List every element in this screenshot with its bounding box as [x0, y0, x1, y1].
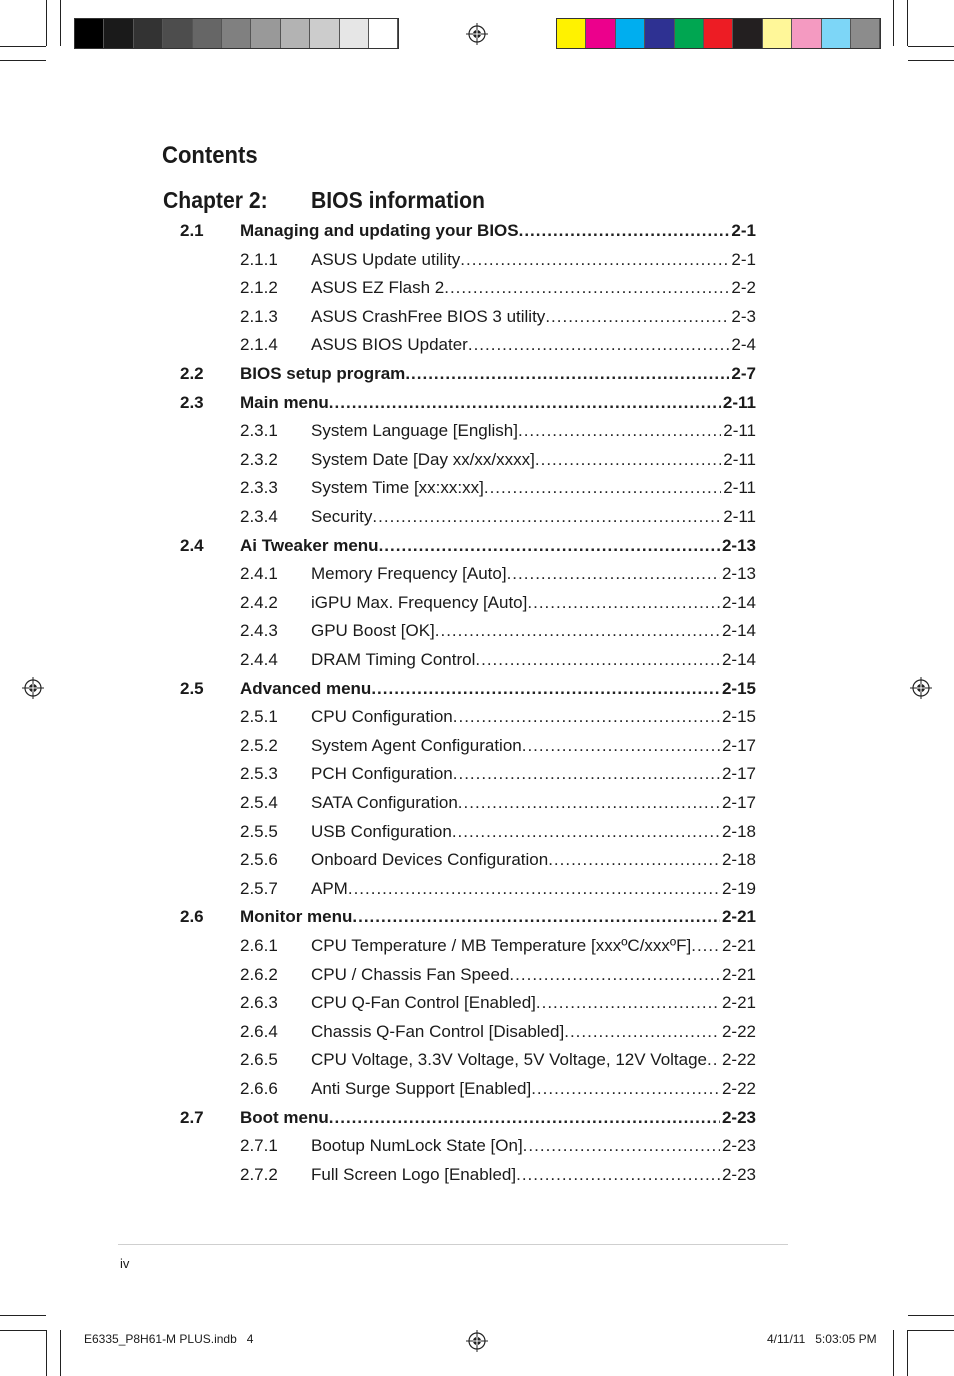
toc-leader-dots: [516, 1163, 720, 1187]
process-color-bar: [556, 18, 881, 49]
toc-number: 2.4: [180, 535, 204, 555]
toc-subsection-row[interactable]: [0, 705, 954, 729]
toc-page-number: 2-22: [721, 1050, 756, 1070]
toc-leader-dots: [507, 562, 720, 586]
toc-title: ASUS CrashFree BIOS 3 utility: [311, 306, 546, 326]
color-swatch: [822, 19, 851, 48]
toc-section-row[interactable]: [0, 905, 954, 929]
toc-page-number: 2-14: [721, 592, 756, 612]
color-swatch: [281, 19, 310, 48]
toc-number: 2.1: [180, 221, 204, 240]
toc-entry: [311, 1134, 756, 1158]
toc-entry: [311, 991, 756, 1015]
toc-subsection-row[interactable]: [0, 476, 954, 500]
toc-page-number: 2-15: [721, 678, 756, 698]
toc-number: 2.5.6: [240, 850, 278, 870]
toc-section-row[interactable]: [0, 677, 954, 701]
toc-subsection-row[interactable]: [0, 448, 954, 472]
toc-title: BIOS setup program: [240, 364, 406, 383]
toc-number: 2.3.3: [240, 478, 278, 498]
toc-entry: [311, 1048, 756, 1072]
toc-entry: [311, 820, 756, 844]
toc-title: Bootup NumLock State [On]: [311, 1136, 523, 1156]
toc-leader-dots: [468, 333, 730, 357]
toc-entry: [311, 1077, 756, 1101]
toc-page-number: 2-23: [721, 1164, 756, 1184]
toc-page-number: 2-17: [721, 764, 756, 784]
toc-leader-dots: [458, 791, 720, 815]
toc-entry: [240, 391, 756, 415]
color-swatch: [75, 19, 104, 48]
toc-page-number: 2-21: [721, 993, 756, 1013]
toc-page-number: 2-22: [721, 1021, 756, 1041]
toc-leader-dots: [691, 934, 720, 958]
toc-page-number: 2-3: [731, 306, 756, 326]
toc-number: 2.4.1: [240, 564, 278, 584]
toc-title: SATA Configuration: [311, 793, 458, 812]
toc-entry: [311, 734, 756, 758]
toc-page-number: 2-13: [721, 564, 756, 584]
toc-entry: [240, 905, 756, 929]
toc-number: 2.3.1: [240, 421, 278, 441]
toc-leader-dots: [329, 391, 721, 415]
footer-page-number: iv: [120, 1256, 130, 1271]
slug-file-name: E6335_P8H61-M PLUS.indb 4: [84, 1332, 254, 1346]
toc-entry: [311, 419, 756, 443]
toc-page-number: 2-11: [723, 478, 756, 498]
toc-entry: [311, 276, 756, 300]
toc-leader-dots: [329, 1106, 720, 1130]
toc-number: 2.1.1: [240, 249, 278, 269]
toc-subsection-row[interactable]: [0, 1163, 954, 1187]
toc-number: 2.7: [180, 1107, 204, 1127]
toc-title: System Date [Day xx/xx/xxxx]: [311, 449, 535, 469]
toc-title: Security: [311, 507, 373, 526]
toc-number: 2.4.3: [240, 621, 278, 641]
toc-entry: [311, 591, 756, 615]
toc-leader-dots: [535, 448, 721, 472]
toc-leader-dots: [379, 534, 720, 558]
toc-page-number: 2-7: [731, 364, 756, 383]
toc-leader-dots: [435, 619, 720, 643]
toc-number: 2.6.4: [240, 1021, 278, 1041]
toc-leader-dots: [519, 219, 730, 243]
toc-page-number: 2-21: [721, 907, 756, 927]
color-swatch: [193, 19, 222, 48]
toc-subsection-row[interactable]: [0, 791, 954, 815]
toc-page-number: 2-22: [721, 1079, 756, 1098]
toc-title: iGPU Max. Frequency [Auto]: [311, 592, 528, 612]
toc-page-number: 2-21: [721, 936, 756, 955]
toc-number: 2.4.4: [240, 650, 278, 669]
toc-entry: [240, 1106, 756, 1130]
toc-page-number: 2-11: [722, 392, 756, 412]
toc-page-number: 2-21: [721, 964, 756, 984]
toc-subsection-row[interactable]: [0, 248, 954, 272]
toc-entry: [311, 848, 756, 872]
toc-page-number: 2-14: [721, 621, 756, 641]
toc-title: GPU Boost [OK]: [311, 621, 435, 641]
toc-page-number: 2-2: [731, 278, 756, 298]
toc-entry: [311, 305, 756, 329]
toc-entry: [311, 248, 756, 272]
grayscale-color-bar: [74, 18, 399, 49]
toc-subsection-row[interactable]: [0, 762, 954, 786]
toc-leader-dots: [523, 1134, 720, 1158]
toc-entry: [240, 362, 756, 386]
toc-entry: [311, 333, 756, 357]
toc-leader-dots: [548, 848, 720, 872]
toc-number: 2.5.4: [240, 793, 278, 812]
toc-subsection-row[interactable]: [0, 991, 954, 1015]
toc-entry: [311, 648, 756, 672]
toc-section-row[interactable]: [0, 362, 954, 386]
toc-leader-dots: [444, 276, 729, 300]
toc-number: 2.5.2: [240, 735, 278, 755]
toc-subsection-row[interactable]: [0, 648, 954, 672]
toc-leader-dots: [518, 419, 721, 443]
page-title: Contents: [162, 142, 258, 169]
toc-entry: [240, 677, 756, 701]
toc-number: 2.1.4: [240, 335, 278, 355]
toc-title: ASUS BIOS Updater: [311, 335, 468, 355]
toc-leader-dots: [453, 762, 720, 786]
color-swatch: [616, 19, 645, 48]
toc-page-number: 2-18: [721, 821, 756, 841]
color-swatch: [704, 19, 733, 48]
toc-number: 2.6: [180, 907, 204, 927]
toc-title: CPU Temperature / MB Temperature [xxxºC/xxxºF]: [311, 936, 692, 955]
toc-number: 2.7.2: [240, 1164, 278, 1184]
toc-leader-dots: [460, 248, 729, 272]
toc-leader-dots: [453, 705, 720, 729]
toc-title: Anti Surge Support [Enabled]: [311, 1079, 532, 1098]
toc-section-row[interactable]: [0, 534, 954, 558]
toc-page-number: 2-11: [723, 421, 756, 441]
toc-leader-dots: [707, 1048, 720, 1072]
toc-subsection-row[interactable]: [0, 1077, 954, 1101]
toc-subsection-row[interactable]: [0, 276, 954, 300]
color-swatch: [645, 19, 674, 48]
toc-title: CPU Q-Fan Control [Enabled]: [311, 993, 536, 1013]
toc-title: Ai Tweaker menu: [240, 535, 379, 555]
toc-subsection-row[interactable]: [0, 734, 954, 758]
toc-entry: [311, 476, 756, 500]
toc-title: Boot menu: [240, 1107, 329, 1127]
toc-page-number: 2-11: [723, 449, 756, 469]
toc-leader-dots: [475, 648, 720, 672]
toc-section-row[interactable]: [0, 391, 954, 415]
toc-title: APM: [311, 878, 348, 898]
chapter-label: Chapter 2:: [163, 187, 268, 213]
toc-number: 2.6.1: [240, 936, 278, 955]
registration-mark-icon: [22, 677, 44, 699]
toc-entry: [240, 219, 756, 243]
toc-subsection-row[interactable]: [0, 619, 954, 643]
color-swatch: [586, 19, 615, 48]
toc-entry: [311, 877, 756, 901]
toc-title: Monitor menu: [240, 907, 353, 927]
color-swatch: [340, 19, 369, 48]
toc-entry: [311, 963, 756, 987]
toc-number: 2.2: [180, 364, 204, 383]
footer-rule: [118, 1244, 788, 1245]
toc-subsection-row[interactable]: [0, 505, 954, 529]
toc-subsection-row[interactable]: [0, 305, 954, 329]
color-swatch: [163, 19, 192, 48]
toc-page-number: 2-17: [721, 735, 756, 755]
toc-number: 2.6.5: [240, 1050, 278, 1070]
toc-number: 2.3.4: [240, 507, 278, 526]
toc-title: Advanced menu: [240, 678, 372, 698]
toc-subsection-row[interactable]: [0, 333, 954, 357]
toc-subsection-row[interactable]: [0, 877, 954, 901]
registration-mark-icon: [466, 1330, 488, 1352]
toc-leader-dots: [452, 820, 720, 844]
toc-page-number: 2-1: [731, 249, 756, 269]
toc-entry: [240, 534, 756, 558]
toc-title: Onboard Devices Configuration: [311, 850, 549, 870]
toc-number: 2.4.2: [240, 592, 278, 612]
toc-leader-dots: [352, 905, 720, 929]
toc-subsection-row[interactable]: [0, 419, 954, 443]
toc-title: System Time [xx:xx:xx]: [311, 478, 484, 498]
toc-section-row[interactable]: [0, 1106, 954, 1130]
toc-page-number: 2-15: [721, 707, 756, 727]
slug-timestamp: 4/11/11 5:03:05 PM: [767, 1332, 877, 1346]
toc-entry: [311, 505, 756, 529]
toc-number: 2.3: [180, 392, 204, 412]
toc-subsection-row[interactable]: [0, 820, 954, 844]
toc-number: 2.5.5: [240, 821, 278, 841]
toc-page-number: 2-11: [723, 507, 756, 526]
toc-title: CPU Voltage, 3.3V Voltage, 5V Voltage, 12V Voltage: [311, 1050, 708, 1070]
toc-number: 2.1.2: [240, 278, 278, 298]
color-swatch: [310, 19, 339, 48]
color-swatch: [792, 19, 821, 48]
toc-number: 2.3.2: [240, 449, 278, 469]
toc-entry: [311, 619, 756, 643]
toc-subsection-row[interactable]: [0, 1134, 954, 1158]
color-swatch: [104, 19, 133, 48]
toc-subsection-row[interactable]: [0, 934, 954, 958]
toc-page-number: 2-18: [721, 850, 756, 870]
color-swatch: [675, 19, 704, 48]
toc-number: 2.5: [180, 678, 204, 698]
color-swatch: [557, 19, 586, 48]
toc-number: 2.6.2: [240, 964, 278, 984]
color-swatch: [134, 19, 163, 48]
toc-number: 2.5.3: [240, 764, 278, 784]
toc-subsection-row[interactable]: [0, 963, 954, 987]
toc-entry: [311, 934, 756, 958]
toc-subsection-row[interactable]: [0, 562, 954, 586]
color-swatch: [222, 19, 251, 48]
toc-entry: [311, 1163, 756, 1187]
toc-page-number: 2-1: [731, 221, 756, 240]
toc-leader-dots: [509, 963, 720, 987]
toc-page-number: 2-13: [721, 535, 756, 555]
toc-leader-dots: [371, 677, 720, 701]
toc-leader-dots: [522, 734, 720, 758]
registration-mark-icon: [466, 23, 488, 45]
toc-title: Managing and updating your BIOS: [240, 221, 519, 240]
toc-leader-dots: [405, 362, 729, 386]
toc-entry: [311, 562, 756, 586]
registration-mark-icon: [910, 677, 932, 699]
toc-leader-dots: [527, 591, 720, 615]
toc-title: System Language [English]: [311, 421, 518, 441]
toc-subsection-row[interactable]: [0, 591, 954, 615]
toc-page-number: 2-23: [721, 1136, 756, 1156]
toc-number: 2.5.7: [240, 878, 278, 898]
color-swatch: [763, 19, 792, 48]
toc-leader-dots: [536, 991, 720, 1015]
toc-number: 2.1.3: [240, 306, 278, 326]
toc-leader-dots: [348, 877, 720, 901]
toc-page-number: 2-19: [721, 878, 756, 898]
toc-title: ASUS Update utility: [311, 249, 461, 269]
toc-title: ASUS EZ Flash 2: [311, 278, 445, 298]
toc-leader-dots: [484, 476, 721, 500]
toc-page-number: 2-17: [721, 793, 756, 812]
toc-section-row[interactable]: [0, 219, 954, 243]
chapter-title: BIOS information: [311, 187, 485, 213]
toc-leader-dots: [372, 505, 721, 529]
toc-title: USB Configuration: [311, 821, 452, 841]
toc-subsection-row[interactable]: [0, 1020, 954, 1044]
toc-number: 2.7.1: [240, 1136, 278, 1156]
toc-title: PCH Configuration: [311, 764, 453, 784]
toc-page-number: 2-4: [731, 335, 756, 355]
toc-title: Main menu: [240, 392, 329, 412]
color-swatch: [369, 19, 398, 48]
toc-title: CPU Configuration: [311, 707, 453, 727]
toc-title: System Agent Configuration: [311, 735, 522, 755]
toc-page-number: 2-23: [721, 1107, 756, 1127]
toc-number: 2.6.6: [240, 1079, 278, 1098]
toc-entry: [311, 448, 756, 472]
toc-leader-dots: [545, 305, 729, 329]
toc-title: Memory Frequency [Auto]: [311, 564, 507, 584]
toc-page-number: 2-14: [721, 650, 756, 669]
color-swatch: [851, 19, 880, 48]
toc-title: Chassis Q-Fan Control [Disabled]: [311, 1021, 565, 1041]
toc-entry: [311, 791, 756, 815]
toc-entry: [311, 762, 756, 786]
toc-entry: [311, 1020, 756, 1044]
toc-leader-dots: [531, 1077, 720, 1101]
toc-number: 2.6.3: [240, 993, 278, 1013]
toc-title: DRAM Timing Control: [311, 650, 476, 669]
toc-title: CPU / Chassis Fan Speed: [311, 964, 510, 984]
color-swatch: [733, 19, 762, 48]
toc-entry: [311, 705, 756, 729]
toc-number: 2.5.1: [240, 707, 278, 727]
toc-title: Full Screen Logo [Enabled]: [311, 1164, 517, 1184]
toc-subsection-row[interactable]: [0, 1048, 954, 1072]
toc-subsection-row[interactable]: [0, 848, 954, 872]
color-swatch: [251, 19, 280, 48]
toc-leader-dots: [564, 1020, 720, 1044]
